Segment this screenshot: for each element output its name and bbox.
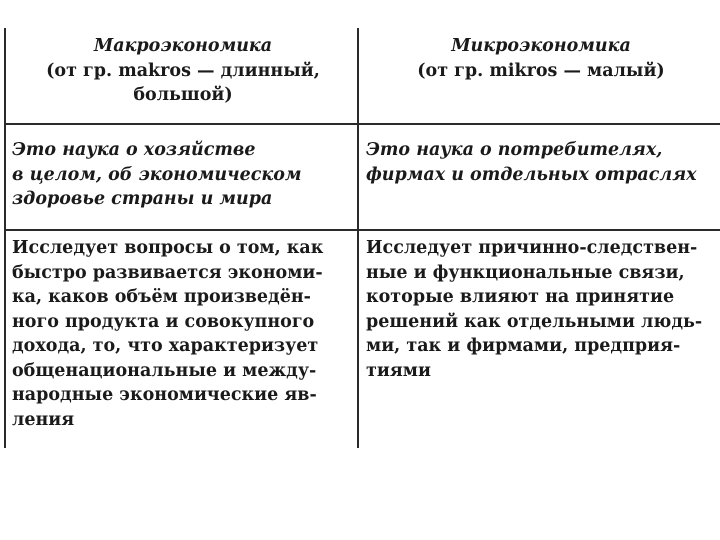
cell-text-line: Исследует вопросы о том, как <box>12 238 324 258</box>
header-cell-macro <box>8 34 358 108</box>
cell-text-line: тиями <box>366 360 431 381</box>
cell-text-line: Это наука о хозяйстве <box>12 140 256 160</box>
header-subtitle-line: (от гр. makros — длинный, <box>46 60 320 81</box>
cell-text-line: в целом, об экономическом <box>12 164 302 185</box>
cell-text-line: Это наука о потребителях, <box>366 140 663 160</box>
cell-text-line: Исследует причинно-следствен- <box>366 238 698 258</box>
cell-text-line: которые влияют на принятие <box>366 287 675 307</box>
cell-text-line: ного продукта и совокупного <box>12 311 315 332</box>
header-title-macro: Макроэкономика <box>93 36 273 56</box>
cell-text-line: ные и функциональные связи, <box>366 262 685 283</box>
header-title-micro: Микроэкономика <box>451 36 631 56</box>
header-subtitle-line: большой) <box>133 85 233 105</box>
cell-text-line: фирмах и отдельных отраслях <box>366 164 697 185</box>
cell-text-line: решений как отдельными людь- <box>366 311 703 332</box>
definition-cell-macro <box>12 138 302 212</box>
row-divider <box>4 229 720 231</box>
scope-cell-macro <box>12 236 323 432</box>
cell-text-line: ми, так и фирмами, предприя- <box>366 336 681 356</box>
header-row-divider <box>4 123 720 125</box>
definition-cell-micro <box>366 138 697 187</box>
cell-text-line: ка, каков объём произведён- <box>12 287 311 307</box>
cell-text-line: народные экономические яв- <box>12 385 317 405</box>
cell-text-line: дохода, то, что характеризует <box>12 336 319 356</box>
cell-text-line: ления <box>12 409 75 430</box>
cell-text-line: здоровье страны и мира <box>12 189 273 209</box>
table-left-border <box>4 28 6 448</box>
header-cell-micro <box>362 34 720 83</box>
scope-cell-micro <box>366 236 702 383</box>
cell-text-line: общенациональные и между- <box>12 360 317 381</box>
header-subtitle-line: (от гр. mikros — малый) <box>417 60 665 81</box>
cell-text-line: быстро развивается экономи- <box>12 262 323 283</box>
